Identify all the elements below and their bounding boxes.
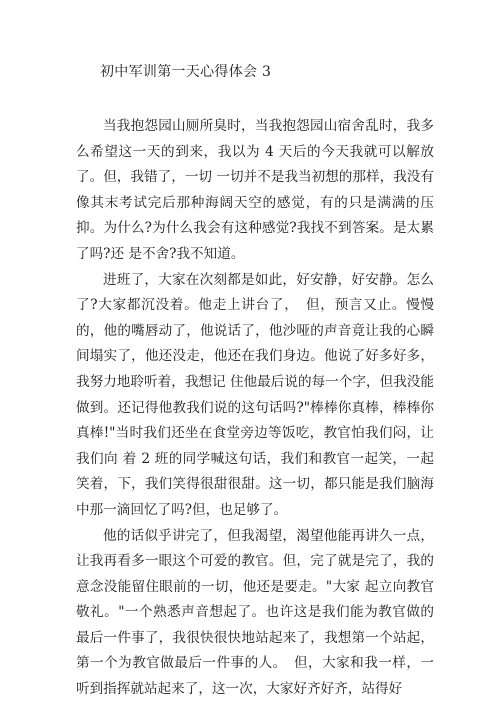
document-title: 初中军训第一天心得体会 3 [100,64,272,80]
paragraph: 当我抱怨园山厕所臭时，当我抱怨园山宿舍乱时，我多么希望这一天的到来，我以为 4 天后的今天我就可以解放了。但，我错了，一切 一切并不是我当初想的那样，我没有像其末考试完后那种海阔天空的感觉，有的只是满满的压抑。为什么?为什么我会有这种感觉?我找不到答案。是太累了吗?还 是不舍?我不知道。 [76,118,434,262]
paragraph: 他的话似乎讲完了，但我渴望，渴望他能再讲久一点，让我再看多一眼这个可爱的教官。但，完了就是完了，我的意念没能留住眼前的一切，他还是要走。"大家 起立向教官敬礼。"一个熟悉声音想起了。也许这是我们能为教官做的最后一件事了，我很快很快地站起来了，我想第一个站起，第一个为教官做最后一件事的人。 但，大家和我一样，一听到指挥就站起来了，这一次，大家好齐好齐，站得好 [76,527,434,698]
document-body [76,114,434,703]
paragraph: 进班了，大家在次刻都是如此，好安静，好安静。怎么了?大家都沉没着。他走上讲台了， 但，预言又止。慢慢的，他的嘴唇动了，他说话了，他沙哑的声音竟让我的心瞬间塌实了，他还没走，他还在我们身边。他说了好多好多，我努力地聆听着，我想记 住他最后说的每一个字，但我没能做到。还记得他教我们说的这句话吗?"棒棒你真棒，棒棒你真棒!"当时我们还坐在食堂旁边等饭吃，教官怕我们闷，让我们向 着 2 班的同学喊这句话，我们和教官一起笑，一起笑着，下，我们笑得很甜很甜。这一切，都只能是我们脑海中那一滴回忆了吗?但，也足够了。 [76,271,434,518]
